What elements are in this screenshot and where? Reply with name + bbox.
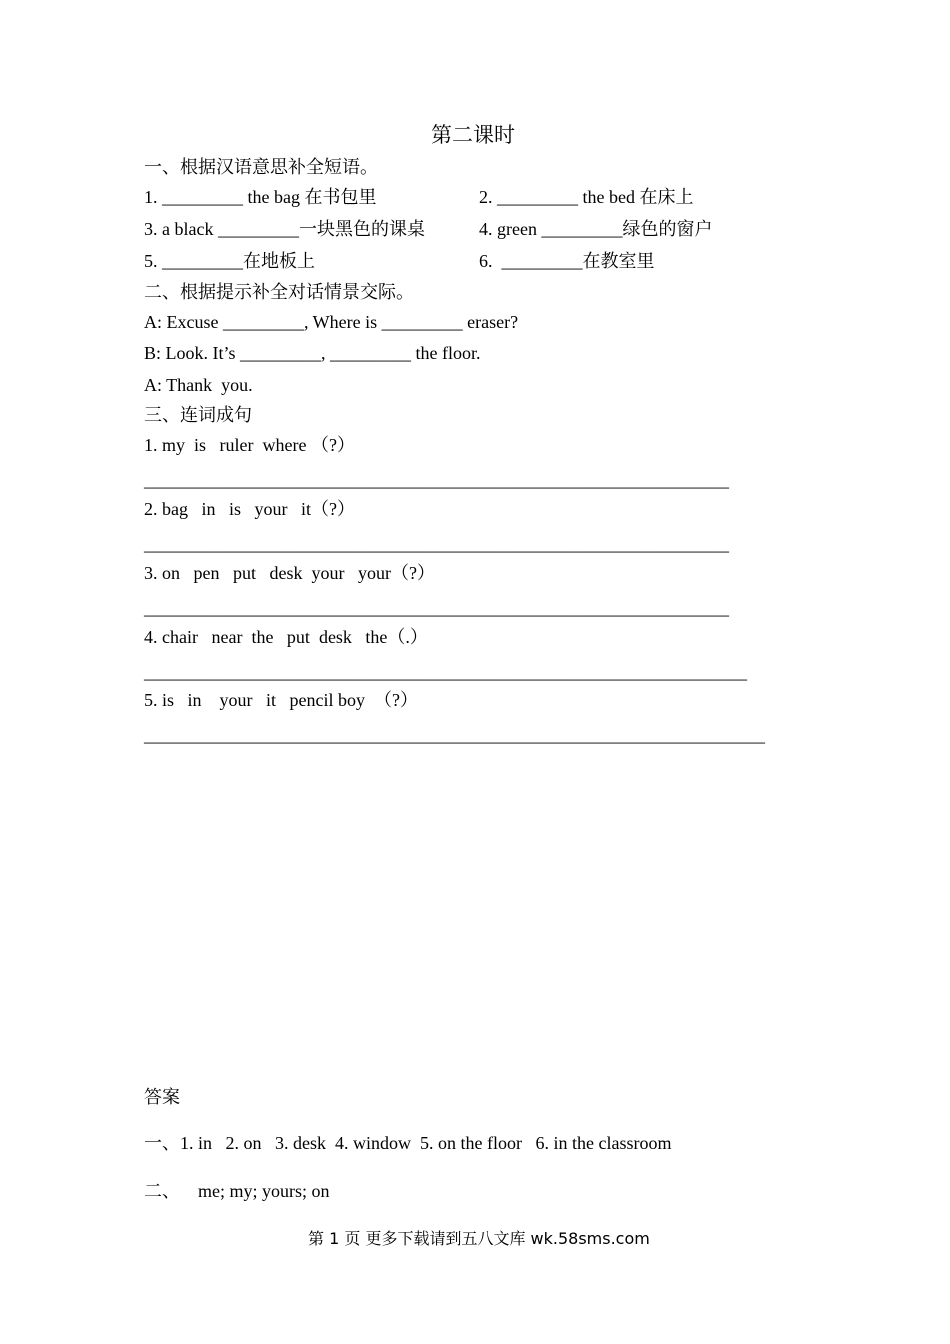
answer-line-1: _________________________________________________________________ [144,470,729,490]
section3-item-4: 4. chair near the put desk the（.） [144,627,428,647]
page-title: 第二课时 [431,123,515,147]
section1-heading: 一、根据汉语意思补全短语。 [144,157,378,177]
answer-line-5: _____________________________________________________________________ [144,725,765,745]
answers-line-1: 一、1. in 2. on 3. desk 4. window 5. on the floor 6. in the classroom [144,1133,672,1153]
section1-item-2: 2. _________ the bed 在床上 [479,187,694,207]
answer-line-3: _________________________________________________________________ [144,598,729,618]
section3-item-1: 1. my is ruler where （?） [144,435,355,455]
section3-item-3: 3. on pen put desk your your（?） [144,563,435,583]
section3-item-2: 2. bag in is your it（?） [144,499,355,519]
page-footer: 第 1 页 更多下载请到五八文库 wk.58sms.com [308,1229,650,1248]
section2-heading: 二、根据提示补全对话情景交际。 [144,282,414,302]
answer-line-4: ___________________________________________________________________ [144,662,747,682]
section1-item-3: 3. a black _________一块黑色的课桌 [144,219,425,239]
section1-item-4: 4. green _________绿色的窗户 [479,219,713,239]
dialogue-line-2: B: Look. It’s _________, _________ the floor. [144,343,481,363]
section1-item-1: 1. _________ the bag 在书包里 [144,187,377,207]
answer-line-2: _________________________________________________________________ [144,534,729,554]
answers-line-2: 二、 me; my; yours; on [144,1181,330,1201]
section1-item-5: 5. _________在地板上 [144,251,315,271]
dialogue-line-1: A: Excuse _________, Where is _________ eraser? [144,312,519,332]
section3-heading: 三、连词成句 [144,405,252,425]
section3-item-5: 5. is in your it pencil boy （?） [144,690,418,710]
dialogue-line-3: A: Thank you. [144,375,253,395]
answers-heading: 答案 [144,1087,180,1107]
section1-item-6: 6. _________在教室里 [479,251,655,271]
